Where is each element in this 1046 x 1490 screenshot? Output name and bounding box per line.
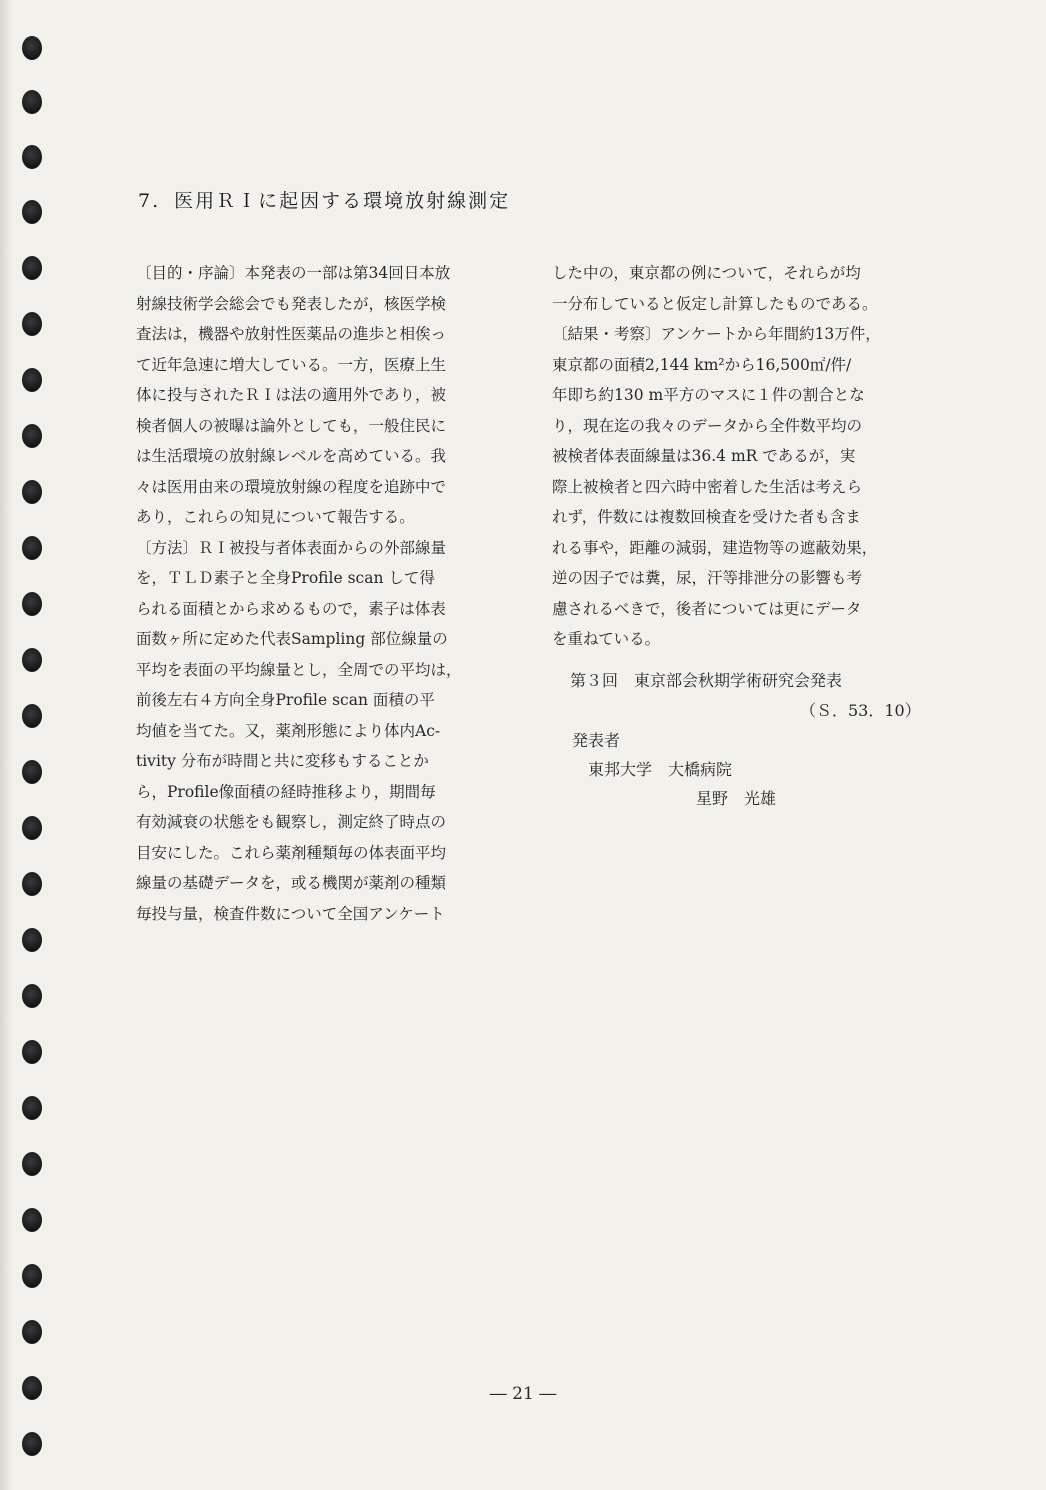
- text-line: ら，Profile像面積の経時推移より，期間毎: [136, 782, 436, 801]
- binding-hole: [22, 536, 42, 560]
- text-line: 逆の因子では糞，尿，汗等排泄分の影響も考: [552, 569, 863, 587]
- text-line: 目安にした。これら薬剤種類毎の体表面平均: [136, 843, 447, 862]
- text-line: れる事や，距離の減弱，建造物等の遮蔽効果，: [552, 538, 878, 557]
- text-line: あり，これらの知見について報告する。: [136, 508, 415, 526]
- text-line: 線量の基礎データを，或る機関が薬剤の種類: [136, 874, 447, 892]
- binding-hole: [22, 1152, 42, 1176]
- presenter-name: 星野 光雄: [696, 789, 777, 808]
- text-line: られる面積とから求めるもので，素子は体表: [136, 599, 446, 618]
- text-line: 体に投与されたＲＩは法の適用外であり，被: [136, 386, 447, 404]
- section-number: 7.: [138, 190, 161, 212]
- text-line: 検者個人の被曝は論外としても，一般住民に: [136, 416, 447, 435]
- binding-hole: [22, 36, 42, 60]
- text-line: 年即ち約130 m平方のマスに１件の割合とな: [552, 386, 865, 404]
- binding-hole: [22, 312, 42, 336]
- text-line: れず，件数には複数回検査を受けた者も含ま: [552, 508, 861, 526]
- section-heading: [138, 186, 510, 213]
- text-line: 〔結果・考察〕アンケートから年間約13万件，: [552, 325, 881, 343]
- text-line: り，現在迄の我々のデータから全件数平均の: [552, 416, 863, 435]
- binding-hole: [22, 1320, 42, 1344]
- text-line: 〔方法〕ＲＩ被投与者体表面からの外部線量: [136, 538, 447, 557]
- text-line: 東京都の面積2,144 km²から16,500㎡/件/: [552, 355, 852, 374]
- text-line: 際上被検者と四六時中密着した生活は考えら: [552, 477, 863, 496]
- binding-hole: [22, 984, 42, 1008]
- binding-hole: [22, 145, 42, 169]
- text-line: 有効減衰の状態をも観察し，測定終了時点の: [136, 813, 447, 831]
- text-line: て近年急速に増大している。一方，医療上生: [136, 355, 447, 374]
- text-line: 一分布していると仮定し計算したものである。: [552, 294, 878, 313]
- binding-hole: [22, 256, 42, 280]
- left-column: [136, 258, 501, 929]
- text-line: 射線技術学会総会でも発表したが，核医学検: [136, 294, 447, 313]
- binding-hole: [22, 648, 42, 672]
- text-line: 均値を当てた。又，薬剤形態により体内Ac-: [136, 721, 441, 740]
- binding-hole: [22, 200, 42, 224]
- binding-hole: [22, 816, 42, 840]
- binding-hole: [22, 368, 42, 392]
- text-line: 平均を表面の平均線量とし，全周での平均は，: [136, 660, 462, 679]
- binding-hole: [22, 480, 42, 504]
- text-line: 前後左右４方向全身Profile scan 面積の平: [136, 691, 435, 709]
- presenter-label: 発表者: [572, 731, 621, 750]
- right-column: [552, 258, 922, 655]
- text-line: 々は医用由来の環境放射線の程度を追跡中で: [136, 477, 447, 496]
- binding-hole: [22, 1040, 42, 1064]
- binding-hole: [22, 704, 42, 728]
- text-line: した中の，東京都の例について，それらが均: [552, 264, 861, 282]
- text-line: 被検者体表面線量は36.4 mR であるが，実: [552, 447, 856, 465]
- binding-hole: [22, 424, 42, 448]
- page-edge-shadow: [0, 0, 12, 1490]
- binding-hole: [22, 760, 42, 784]
- page-number: ― 21 ―: [489, 1384, 557, 1404]
- section-title: 医用ＲＩに起因する環境放射線測定: [174, 190, 511, 212]
- binding-hole: [22, 90, 42, 114]
- meeting-name: 第３回 東京部会秋期学術研究会発表: [570, 671, 843, 690]
- text-line: 査法は，機器や放射性医薬品の進歩と相俟っ: [136, 325, 447, 343]
- text-line: を，ＴＬＤ素子と全身Profile scan して得: [136, 569, 435, 587]
- text-line: 面数ヶ所に定めた代表Sampling 部位線量の: [136, 630, 448, 648]
- presenter-affiliation: 東邦大学 大橋病院: [588, 760, 733, 779]
- binding-hole: [22, 928, 42, 952]
- text-line: 〔目的・序論〕本発表の一部は第34回日本放: [136, 264, 451, 282]
- text-line: を重ねている。: [552, 630, 661, 648]
- binding-hole: [22, 872, 42, 896]
- text-line: tivity 分布が時間と共に変移もすることか: [136, 752, 429, 770]
- text-line: 毎投与量，検査件数について全国アンケート: [136, 904, 445, 923]
- binding-hole: [22, 592, 42, 616]
- text-line: 慮されるべきで，後者については更にデータ: [552, 599, 862, 618]
- binding-hole: [22, 1432, 42, 1456]
- meeting-date: （Ｓ．53．10）: [800, 701, 921, 720]
- binding-hole: [22, 1264, 42, 1288]
- text-line: は生活環境の放射線レベルを高めている。我: [136, 447, 447, 465]
- binding-hole: [22, 1096, 42, 1120]
- binding-hole: [22, 1208, 42, 1232]
